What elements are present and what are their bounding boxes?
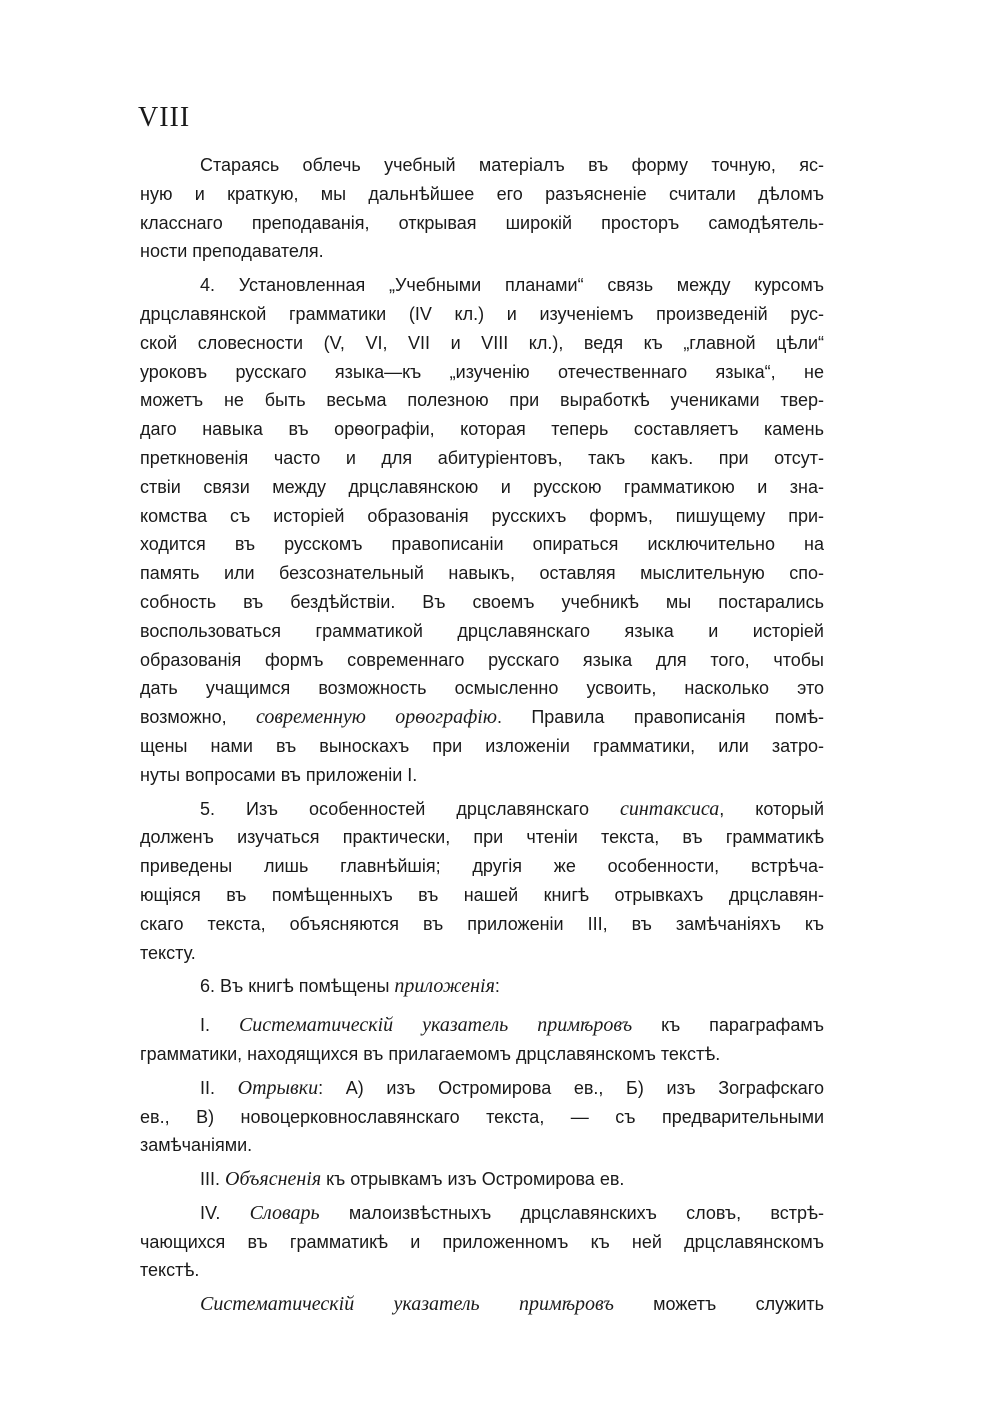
text-line [140,237,824,266]
text-segment: ской словесности (V, VI, VII и VIII кл.), ведя къ „главной цѣли“ [140,332,824,353]
text-segment: грамматики, находящихся въ прилагаемомъ дрцславянскомъ текстѣ. [140,1043,721,1064]
text-segment: приведены лишь главнѣйшія; другія же особенности, встрѣча- [140,856,824,877]
text-line [140,1290,824,1319]
text-line [140,646,824,675]
text-segment: скаго текста, объясняются въ приложеніи III, въ замѣчаніяхъ къ [140,913,824,934]
text-line [140,1228,824,1257]
text-segment: уроковъ русскаго языка—къ „изученію отечественнаго языка“, не [140,361,824,382]
page-number: VIII [138,102,191,133]
text-segment: къ отрывкамъ изъ Остромирова ев. [321,1169,625,1190]
text-line [140,939,824,968]
text-segment: II. [200,1077,238,1098]
text-segment: ходится въ русскомъ правописаніи опираться исключительно на [140,534,824,555]
text-segment: 6. Въ книгѣ помѣщены [200,976,395,997]
text-segment: къ параграфамъ [632,1015,824,1036]
text-line [140,1199,824,1228]
text-segment: нуты вопросами въ приложеніи I. [140,764,418,785]
text-line [140,559,824,588]
text-segment: : [494,976,500,997]
text-line [140,852,824,881]
text-segment: ную и краткую, мы дальнѣйшее его разъясненіе считали дѣломъ [140,183,824,204]
text-segment: , который [719,798,825,819]
paragraph [140,1165,824,1194]
text-line [140,1103,824,1132]
paragraph [140,1290,824,1319]
text-segment: преткновенія часто и для абитуріентовъ, такъ какъ. при отсут- [140,447,824,468]
text-segment: воспользоваться грамматикой дрцславянскаго языка и исторіей [140,620,824,641]
text-segment: III. [200,1169,226,1190]
text-line [140,972,824,1001]
text-line [140,881,824,910]
paragraph [140,1011,824,1069]
text-line [140,151,824,180]
text-segment: комства съ исторіей образованія русскихъ формъ, пишущему при- [140,505,824,526]
text-line [140,358,824,387]
text-segment: память или безсознательный навыкъ, оставляя мыслительную спо- [140,563,824,584]
text-segment: даго навыка въ орѳографіи, которая теперь составляетъ камень [140,419,824,440]
text-line [140,795,824,824]
text-line [140,761,824,790]
text-segment: ствіи связи между дрцславянскою и русскою грамматикою и зна- [140,476,824,497]
text-segment: ев., В) новоцерковнославянскаго текста, — съ предварительными [140,1106,824,1127]
text-line [140,271,824,300]
text-line [140,910,824,939]
text-line [140,1256,824,1285]
text-line [140,823,824,852]
text-line [140,1165,824,1194]
italic-text: синтаксиса [619,797,720,820]
text-line [140,473,824,502]
italic-text: Объясненія [225,1168,322,1191]
text-segment: : А) изъ Остромирова ев., Б) изъ Зографскаго [318,1077,824,1098]
text-segment: тексту. [140,942,196,963]
text-segment: можетъ служить [613,1294,824,1315]
paragraph [140,1074,824,1160]
text-line [140,1011,824,1040]
paragraph [140,151,824,266]
text-line [140,1074,824,1103]
text-segment: малоизвѣстныхъ дрцславянскихъ словъ, встрѣ- [319,1202,825,1223]
paragraph [140,1199,824,1285]
text-segment: ности преподавателя. [140,241,324,262]
text-segment: возможно, [140,707,256,728]
text-line [140,703,824,732]
text-line [140,674,824,703]
text-line [140,180,824,209]
text-line [140,1040,824,1069]
text-line [140,617,824,646]
text-segment: щены нами въ выноскахъ при изложеніи грамматики, или затро- [140,735,824,756]
text-line [140,415,824,444]
italic-text: Отрывки [237,1076,319,1099]
document-body [140,146,824,1319]
text-line [140,209,824,238]
italic-text: Систематическій указатель примѣровъ [200,1293,614,1316]
text-line [140,502,824,531]
paragraph [140,972,824,1001]
text-segment: класснаго преподаванія, открывая широкій просторъ самодѣятель- [140,212,824,233]
text-line [140,444,824,473]
text-line [140,588,824,617]
text-segment: 5. Изъ особенностей дрцславянскаго [200,798,620,819]
italic-text: Систематическій указатель примѣровъ [238,1014,633,1037]
text-line [140,300,824,329]
text-line [140,1131,824,1160]
text-segment: долженъ изучаться практически, при чтеніи текста, въ грамматикѣ [140,827,824,848]
text-segment: дать учащимся возможность осмысленно усвоить, насколько это [140,678,824,699]
text-segment: . Правила правописанія помѣ- [496,707,825,728]
text-segment: IV. [200,1202,250,1223]
text-segment: замѣчаніями. [140,1135,253,1156]
text-segment: текстѣ. [140,1260,200,1281]
text-segment: собность въ бездѣйствіи. Въ своемъ учебникѣ мы постарались [140,591,824,612]
text-line [140,530,824,559]
paragraph [140,795,824,968]
text-segment: Стараясь облечь учебный матеріалъ въ форму точную, яс- [200,155,824,175]
text-line [140,732,824,761]
text-segment: образованія формъ современнаго русскаго языка для того, чтобы [140,649,824,670]
text-segment: можетъ не быть весьма полезною при выработкѣ учениками твер- [140,390,824,411]
text-segment: чающихся въ грамматикѣ и приложенномъ къ ней дрцславянскомъ [140,1231,824,1252]
text-segment: дрцславянской грамматики (IV кл.) и изученіемъ произведеній рус- [140,303,824,324]
text-segment: ющіяся въ помѣщенныхъ въ нашей книгѣ отрывкахъ дрцславян- [140,884,824,905]
italic-text: приложенія [394,975,495,998]
text-line [140,329,824,358]
italic-text: Словарь [249,1201,320,1224]
italic-text: современную орѳографію [256,706,497,729]
text-line [140,386,824,415]
paragraph [140,271,824,789]
text-segment: 4. Установленная „Учебными планами“ связь между курсомъ [200,275,824,296]
text-segment: I. [200,1015,239,1036]
